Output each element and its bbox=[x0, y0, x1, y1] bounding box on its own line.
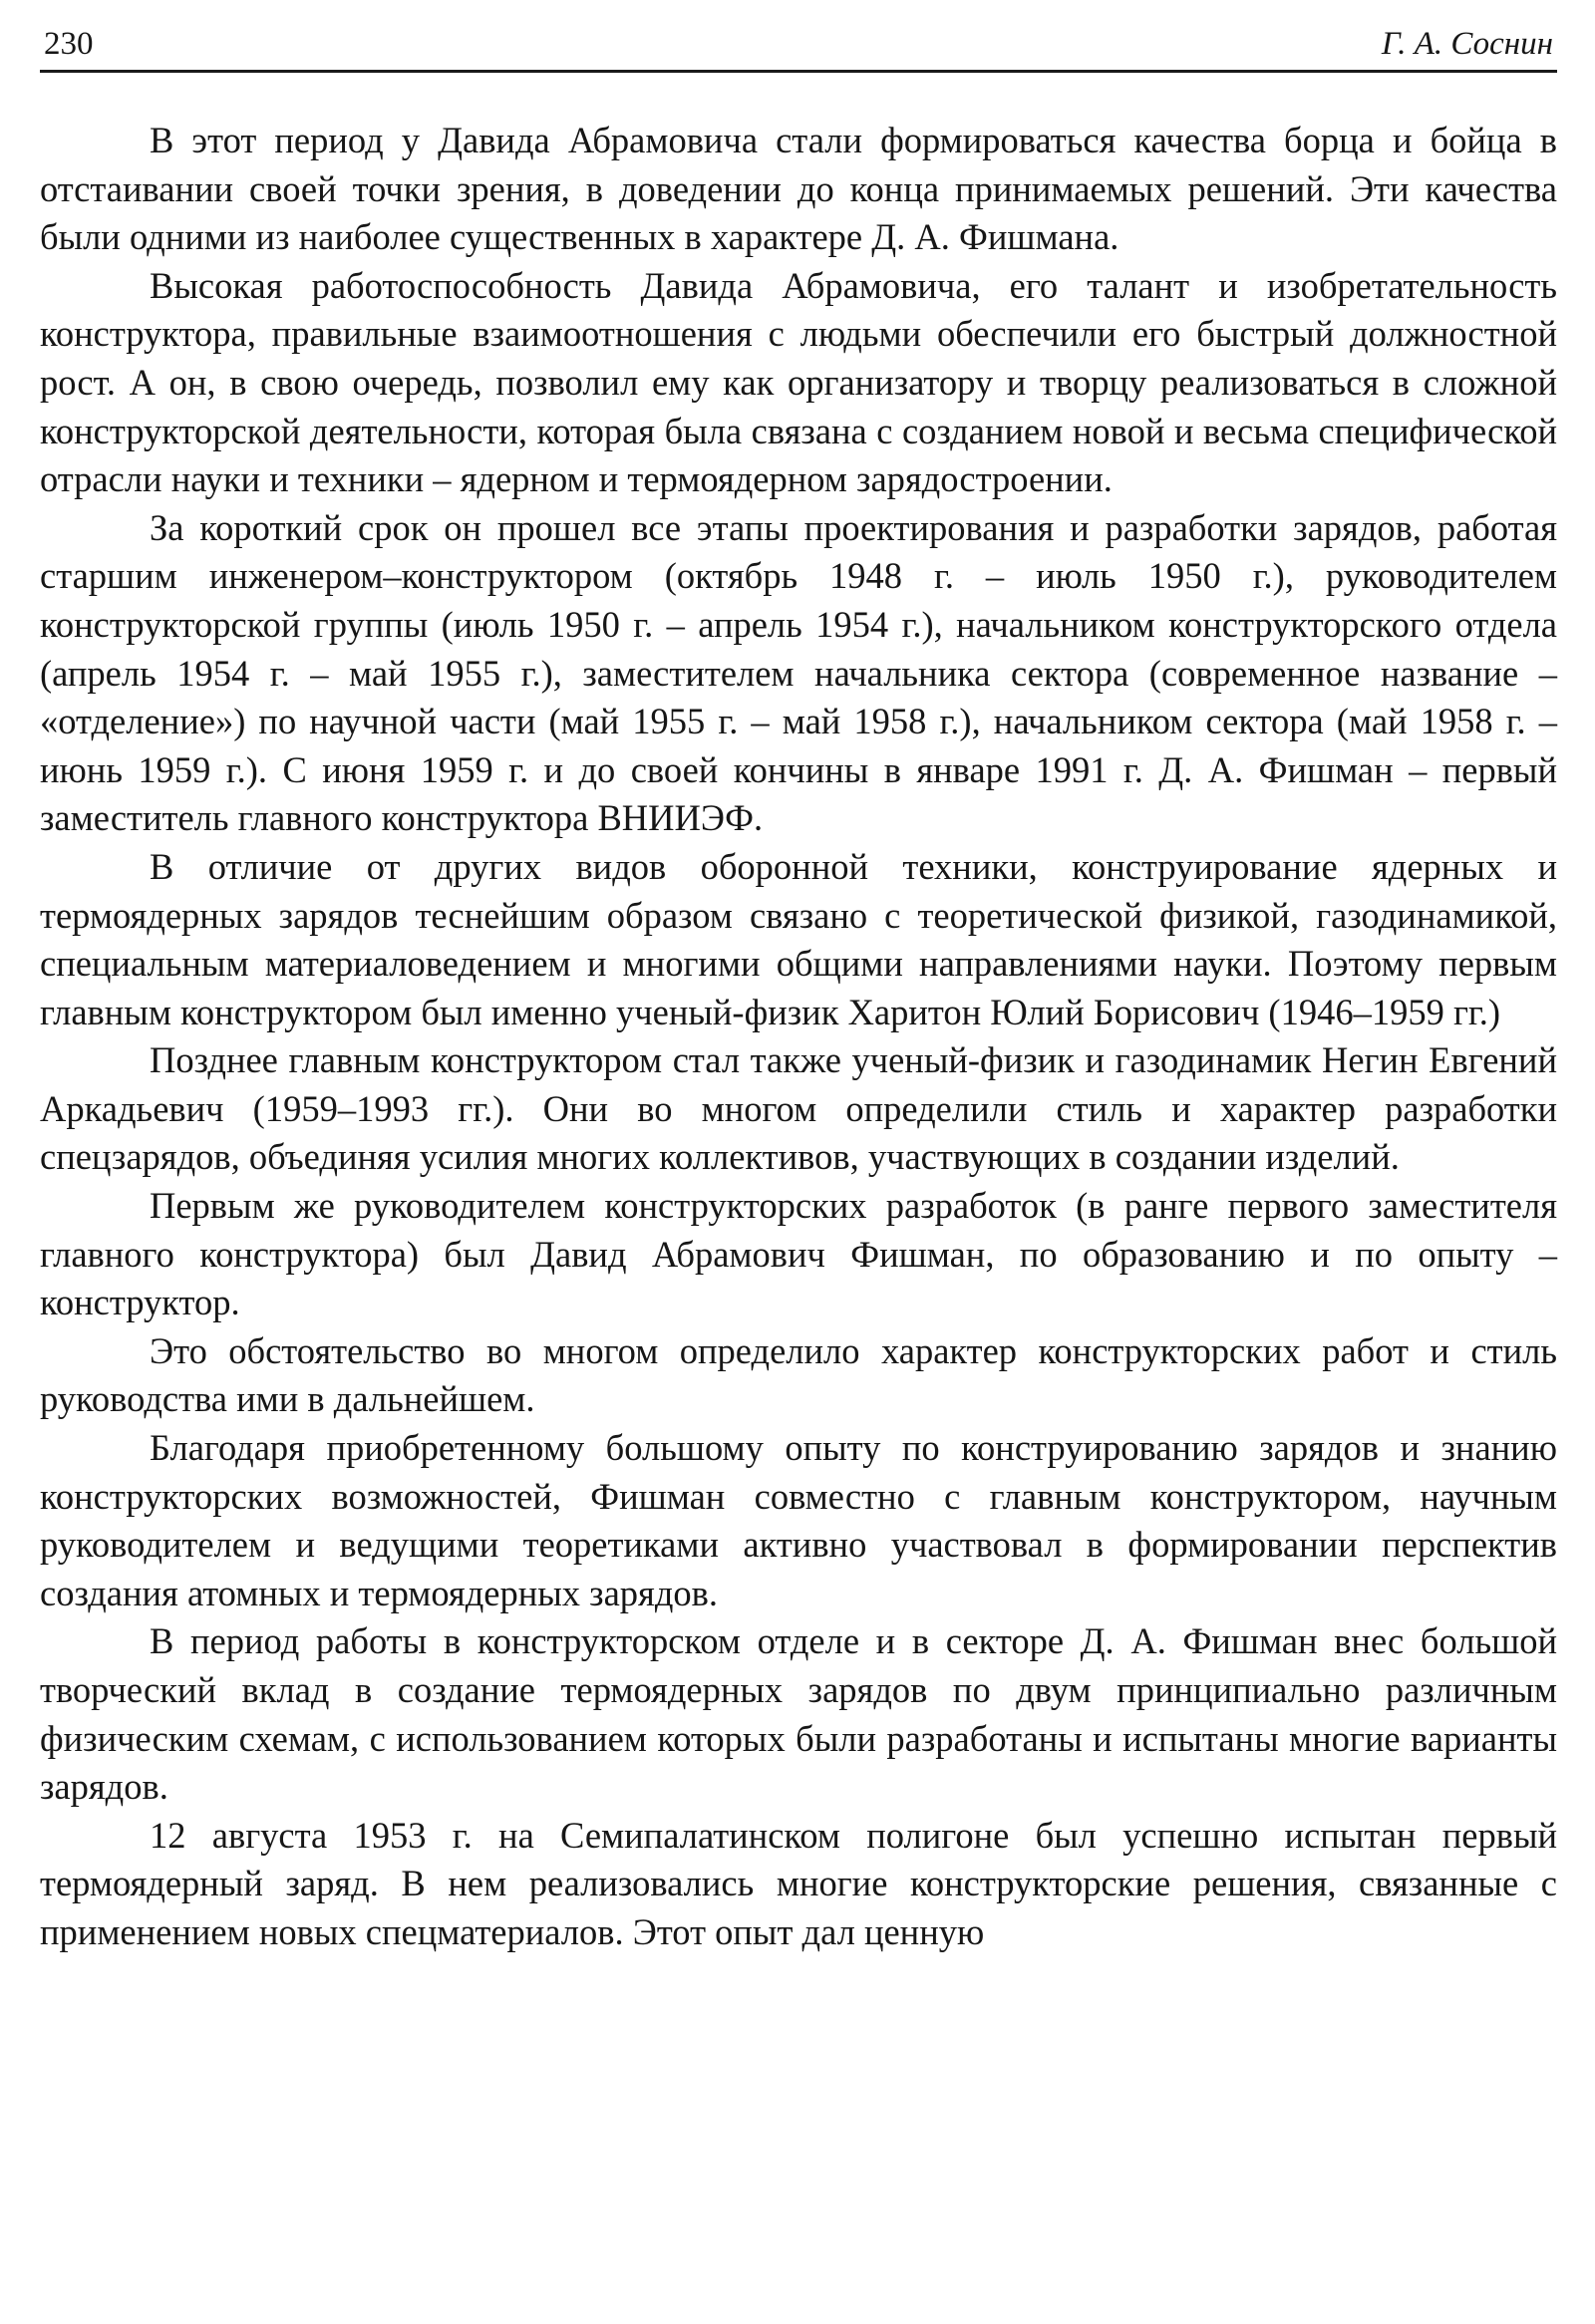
paragraph: За короткий срок он прошел все этапы проектирования и разработки зарядов, работая старшим инженером–конструктором (октябрь 1948 г. – июль 1950 г.), руководителем конструкторской группы (июль 1950 г. – апрель 1954 г.), начальником конструкторского отдела (апрель 1954 г. – май 1955 г.), заместителем начальника сектора (современное название – «отделение») по научной части (май 1955 г. – май 1958 г.), начальником сектора (май 1958 г. – июнь 1959 г.). С июня 1959 г. и до своей кончины в январе 1991 г. Д. А. Фишман – первый заместитель главного конструктора ВНИИЭФ. bbox=[40, 506, 1557, 839]
page-number: 230 bbox=[44, 26, 94, 62]
paragraph: В этот период у Давида Абрамовича стали формироваться качества борца и бойца в отстаивании своей точки зрения, в доведении до конца принимаемых решений. Эти качества были одними из наиболее существенных в характере Д. А. Фишмана. bbox=[40, 120, 1557, 258]
paragraph: Это обстоятельство во многом определило характер конструкторских работ и стиль руководства ими в дальнейшем. bbox=[40, 1329, 1557, 1420]
paragraph: 12 августа 1953 г. на Семипалатинском полигоне был успешно испытан первый термоядерный заряд. В нем реализовались многие конструкторские решения, связанные с применением новых спецматериалов. Этот опыт дал ценную bbox=[40, 1814, 1557, 1952]
paragraph: Первым же руководителем конструкторских разработок (в ранге первого заместителя главного конструктора) был Давид Абрамович Фишман, по образованию и по опыту – конструктор. bbox=[40, 1185, 1557, 1323]
book-page bbox=[40, 18, 1557, 1957]
paragraph: Благодаря приобретенному большому опыту по конструированию зарядов и знанию конструкторских возможностей, Фишман совместно с главным конструктором, научным руководителем и ведущими теоретиками активно участвовал в формировании перспектив создания атомных и термоядерных зарядов. bbox=[40, 1427, 1557, 1613]
paragraph: Высокая работоспособность Давида Абрамовича, его талант и изобретательность конструктора, правильные взаимоотношения с людьми обеспечили его быстрый должностной рост. А он, в свою очередь, позволил ему как организатору и творцу реализоваться в сложной конструкторской деятельности, которая была связана с созданием новой и весьма специфической отрасли науки и техники – ядерном и термоядерном зарядостроении. bbox=[40, 264, 1557, 500]
paragraph: Позднее главным конструктором стал также ученый-физик и газодинамик Негин Евгений Аркадьевич (1959–1993 гг.). Они во многом определили стиль и характер разработки спецзарядов, объединяя усилия многих коллективов, участвующих в создании изделий. bbox=[40, 1039, 1557, 1178]
body-text bbox=[40, 117, 1557, 1957]
paragraph: В отличие от других видов оборонной техники, конструирование ядерных и термоядерных зарядов теснейшим образом связано с теоретической физикой, газодинамикой, специальным материаловедением и многими общими направлениями науки. Поэтому первым главным конструктором был именно ученый-физик Харитон Юлий Борисович (1946–1959 гг.) bbox=[40, 845, 1557, 1032]
running-title: Г. А. Соснин bbox=[1381, 26, 1553, 62]
running-header bbox=[40, 18, 1557, 73]
paragraph: В период работы в конструкторском отделе и в секторе Д. А. Фишман внес большой творческий вклад в создание термоядерных зарядов по двум принципиально различным физическим схемам, с использованием которых были разработаны и испытаны многие варианты зарядов. bbox=[40, 1620, 1557, 1808]
